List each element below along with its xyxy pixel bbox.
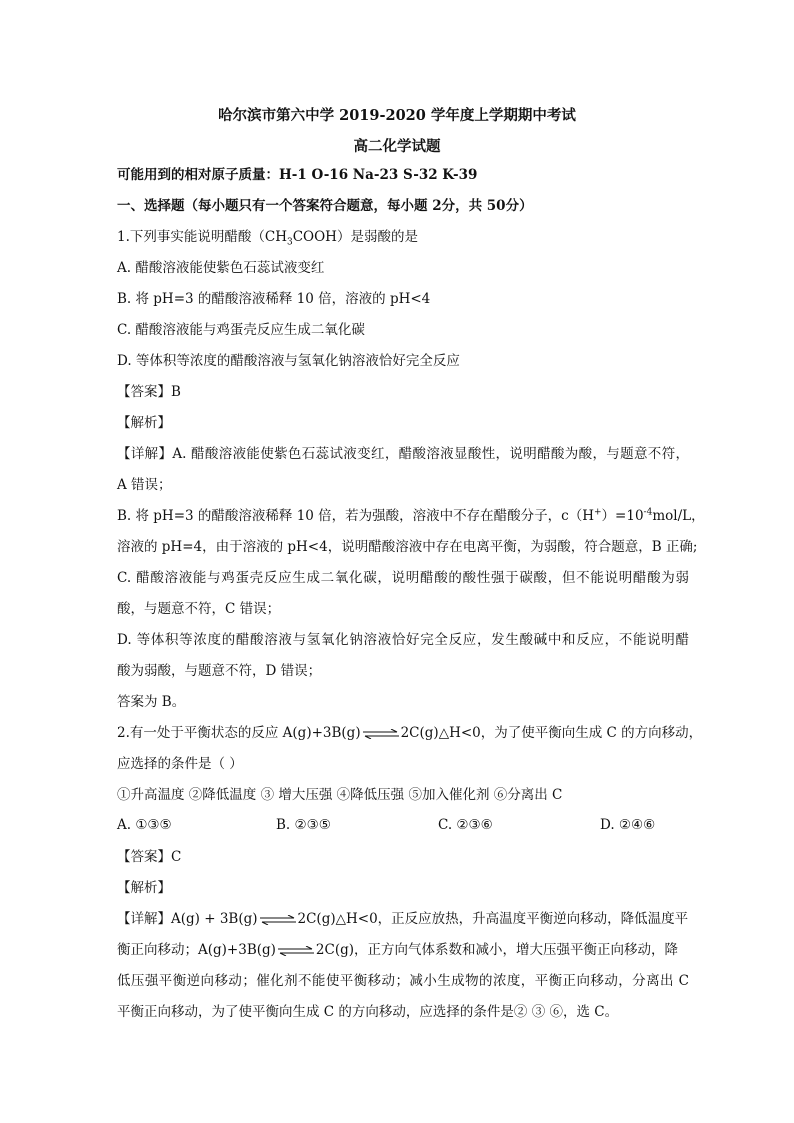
q1-option-c: C. 醋酸溶液能与鸡蛋壳反应生成二氧化碳 [117,322,365,338]
equilibrium-arrow-icon [362,729,400,739]
q1-answer: 【答案】B [117,384,181,400]
q2-detail-line-2: 衡正向移动；A(g)+3B(g) 2C(g)，正方向气体系数和减小，增大压强平衡正向移动，降 [117,942,679,958]
q2-stem-line-2: 应选择的条件是（ ） [117,756,243,772]
q1-detail-line-7: D. 等体积等浓度的醋酸溶液与氢氧化钠溶液恰好完全反应，发生酸碱中和反应，不能说明醋 [117,632,689,648]
q1-option-a: A. 醋酸溶液能使紫色石蕊试液变红 [117,260,325,276]
q1-analysis-label: 【解析】 [117,415,171,431]
q2-analysis-label: 【解析】 [117,880,171,896]
q1-option-d: D. 等体积等浓度的醋酸溶液与氢氧化钠溶液恰好完全反应 [117,353,460,369]
q1-detail-line-6: 酸，与题意不符，C 错误； [117,601,281,617]
exam-subtitle: 高二化学试题 [353,138,441,155]
q1-option-b: B. 将 pH=3 的醋酸溶液稀释 10 倍，溶液的 pH<4 [117,291,431,307]
q2-option-a: A. ①③⑤ [117,817,172,833]
q2-option-c: C. ②③⑥ [438,817,493,833]
q2-option-d: D. ②④⑥ [600,817,656,833]
equilibrium-arrow-icon [259,915,297,925]
q1-conclusion: 答案为 B。 [117,694,186,710]
q1-detail-line-2: A 错误； [117,477,172,493]
exam-title: 哈尔滨市第六中学 2019-2020 学年度上学期期中考试 [218,107,576,124]
q2-conditions: ①升高温度 ②降低温度 ③ 增大压强 ④降低压强 ⑤加入催化剂 ⑥分离出 C [117,787,563,803]
q2-detail-line-4: 平衡正向移动，为了使平衡向生成 C 的方向移动，应选择的条件是② ③ ⑥，选 C。 [117,1004,619,1020]
atomic-masses-line: 可能用到的相对原子质量：H-1 O-16 Na-23 S-32 K-39 [117,167,478,183]
equilibrium-arrow-icon [277,946,315,956]
q1-stem: 1.下列事实能说明醋酸$(CH_3COOH)$是弱酸的是 [117,229,418,248]
q2-stem-line-1: 2.有一处于平衡状态的反应 A(g)+3B(g) 2C(g)△H<0，为了使平衡向生成 C 的方向移动， [117,725,703,741]
q1-detail-line-4: 溶液的 pH=4，由于溶液的 pH<4，说明醋酸溶液中存在电离平衡，为弱酸，符合题意，B 正确; [117,539,698,555]
q1-detail-line-5: C. 醋酸溶液能与鸡蛋壳反应生成二氧化碳，说明醋酸的酸性强于碳酸，但不能说明醋酸为弱 [117,570,689,586]
q1-detail-line-8: 酸为弱酸，与题意不符，D 错误； [117,663,322,679]
q1-detail-line-3: B. 将 pH=3 的醋酸溶液稀释 10 倍，若为强酸，溶液中不存在醋酸分子，$c(H^+)=10^{-4}mol/L$， [117,507,705,524]
q2-option-b: B. ②③⑤ [276,817,331,833]
q1-detail-line-1: 【详解】A. 醋酸溶液能使紫色石蕊试液变红，醋酸溶液显酸性，说明醋酸为酸，与题意不符， [117,446,689,462]
section-heading: 一、选择题（每小题只有一个答案符合题意，每小题 2分，共 50分） [117,198,533,214]
q2-answer: 【答案】C [117,849,182,865]
q2-detail-line-3: 低压强平衡逆向移动；催化剂不能使平衡移动；减小生成物的浓度，平衡正向移动，分离出 C [117,973,689,989]
q2-detail-line-1: 【详解】A(g) + 3B(g) 2C(g)△H<0，正反应放热，升高温度平衡逆向移动，降低温度平 [117,911,689,927]
